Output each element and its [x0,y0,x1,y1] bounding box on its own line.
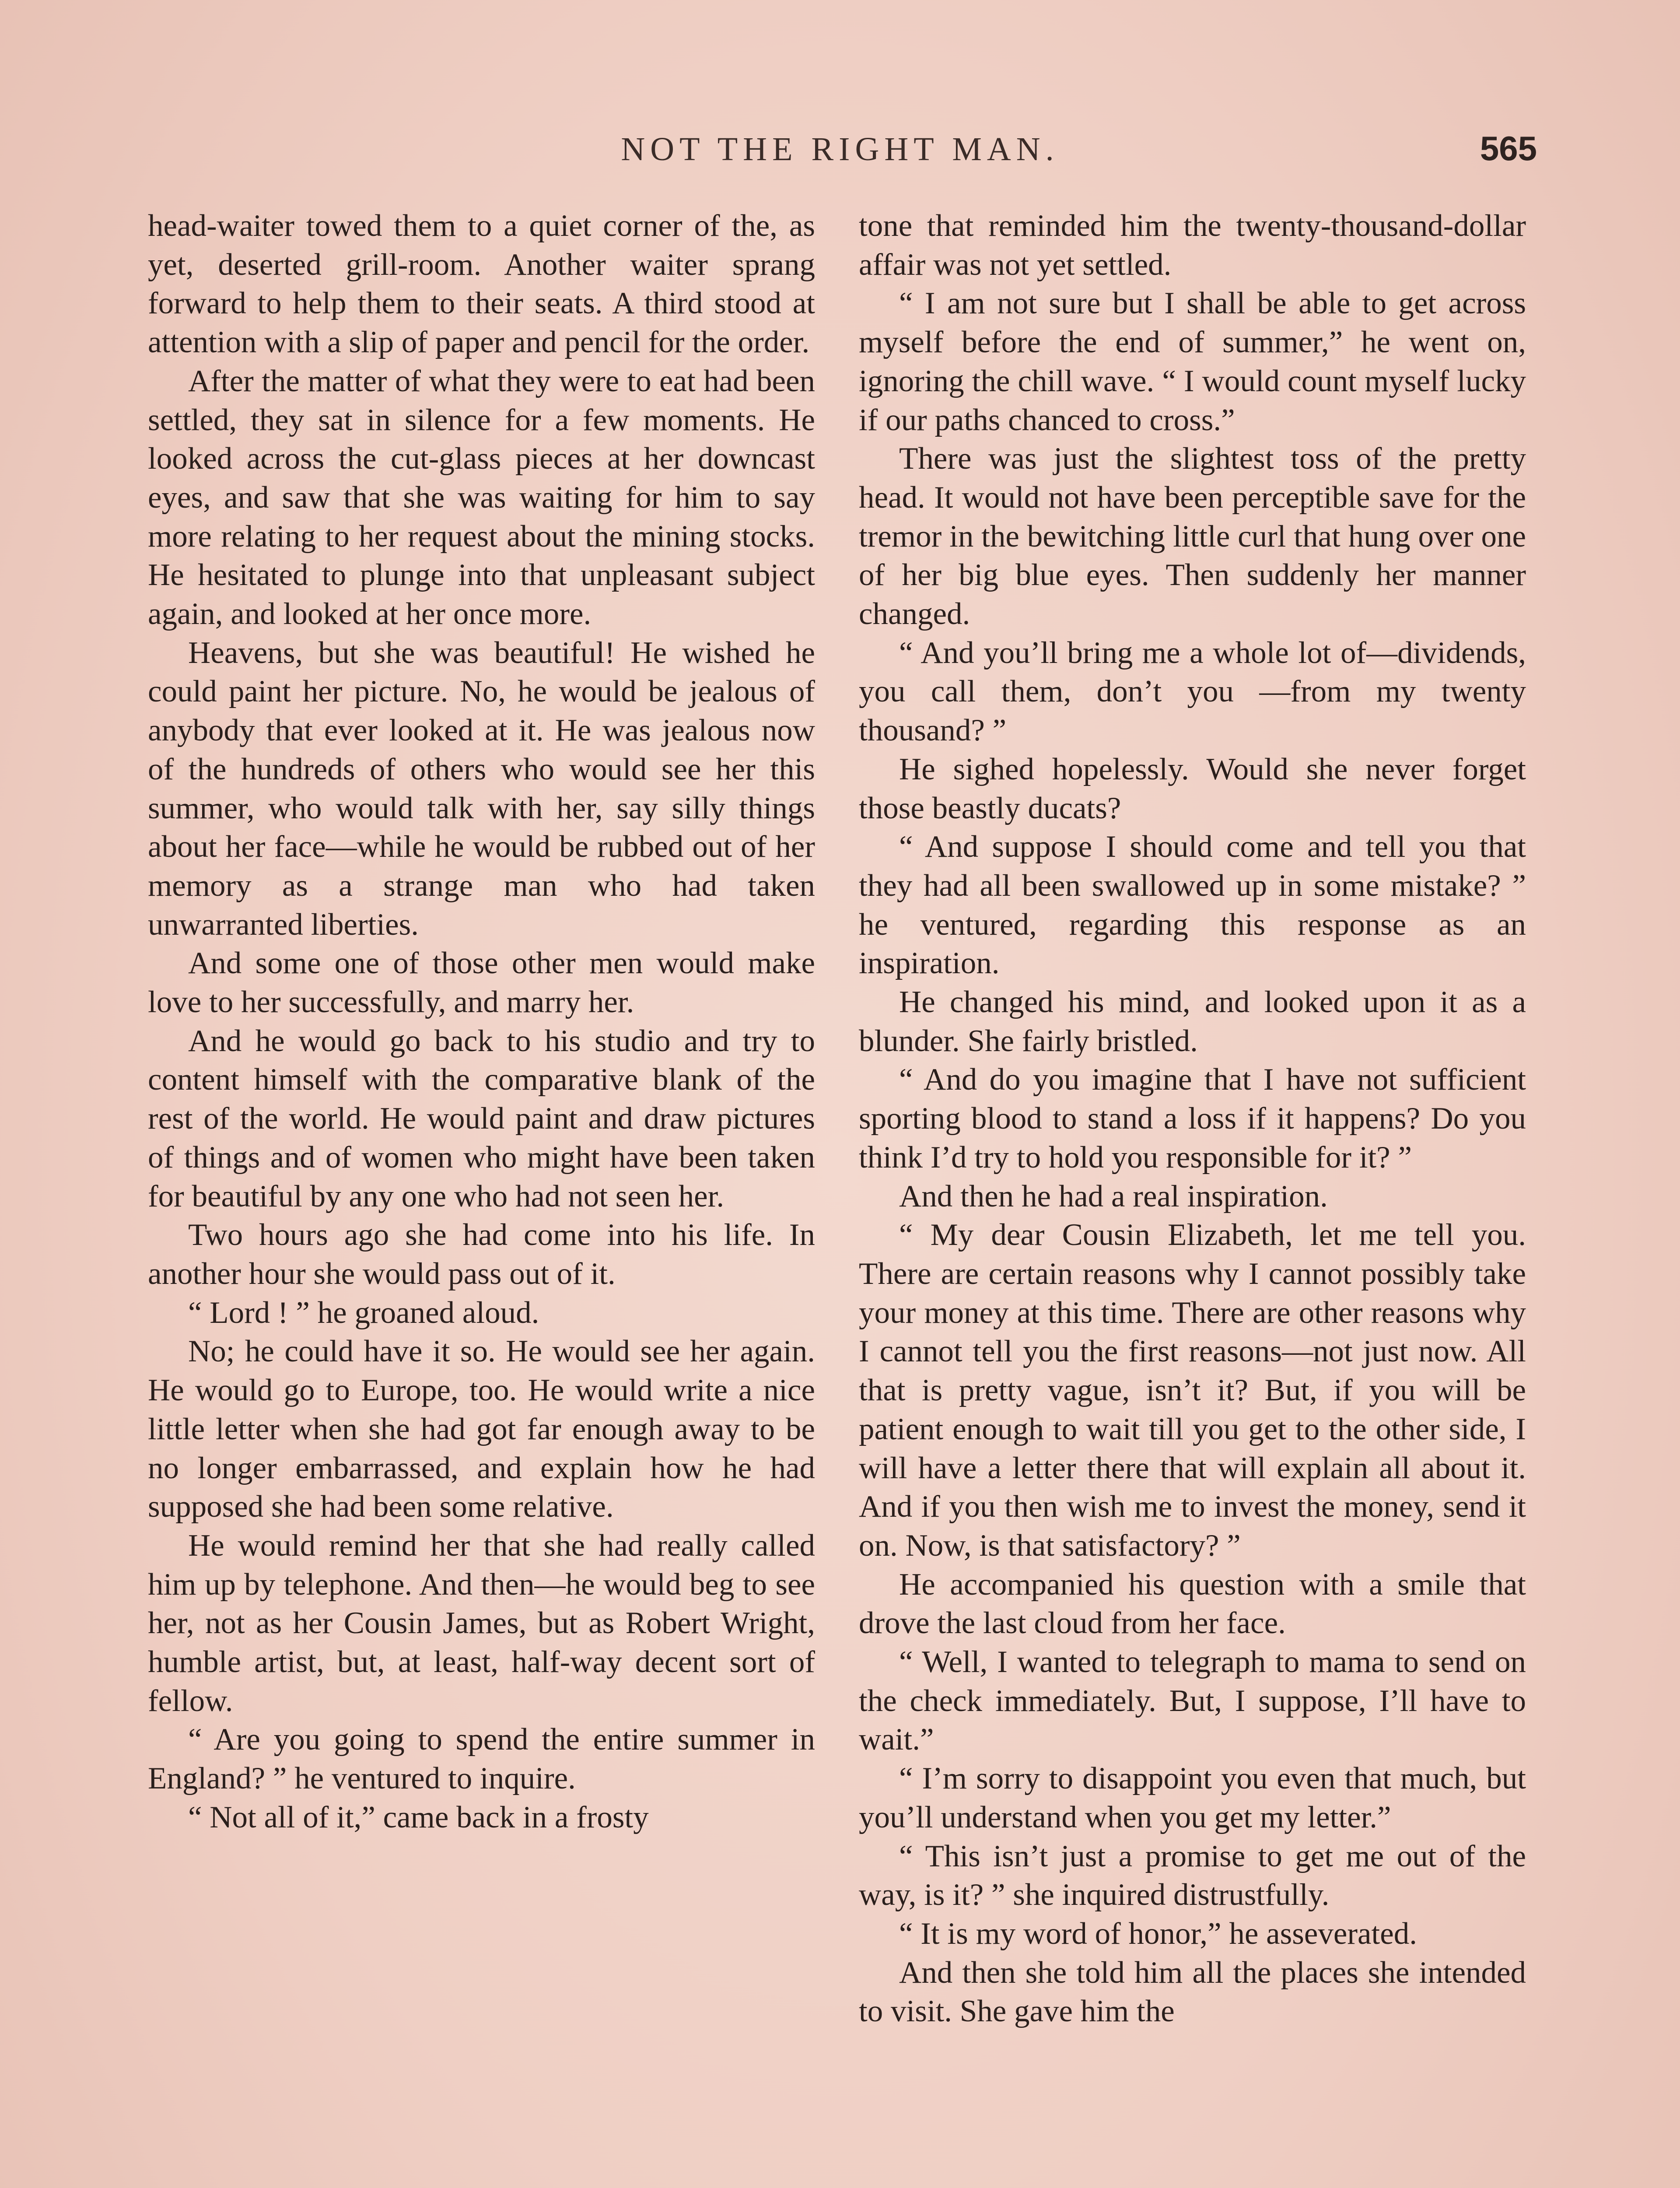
paragraph: “ I’m sorry to disappoint you even that much, but you’ll understand when you get my letter.” [859,1761,1526,1834]
paragraph: head-waiter towed them to a quiet corner of the, as yet, deserted grill-room. Another waiter sprang forward to help them to their seats. A third stood at attention with a slip of paper and pencil for the order. [148,209,815,360]
paragraph: “ Lord ! ” he groaned aloud. [188,1295,539,1330]
paragraph: Two hours ago she had come into his life. In another hour she would pass out of it. [148,1218,815,1291]
paragraph: “ And you’ll bring me a whole lot of—dividends, you call them, don’t you —from my twenty thousand? ” [859,635,1526,748]
paragraph: “ Are you going to spend the entire summer in England? ” he ventured to inquire. [148,1722,815,1796]
paragraph: “ And do you imagine that I have not sufficient sporting blood to stand a loss if it happens? Do you think I’d try to hold you responsible for it? ” [859,1062,1526,1175]
paragraph: And then she told him all the places she intended to visit. She gave him the [859,1955,1526,2029]
left-text-column [148,207,815,1837]
paragraph: “ And suppose I should come and tell you that they had all been swallowed up in some mistake? ” he ventured, regarding this response as an inspiration. [859,830,1526,981]
page-header [0,130,1680,179]
paragraph: Heavens, but she was beautiful! He wished he could paint her picture. No, he would be jealous of anybody that ever looked at it. He was jealous now of the hundreds of others who would see her this summer, who would talk with her, say silly things about her face—while he would be rubbed out of her memory as a strange man who had taken unwarranted liberties. [148,635,815,942]
paragraph: He sighed hopelessly. Would she never forget those beastly ducats? [859,752,1526,825]
paragraph: And he would go back to his studio and try to content himself with the comparative blank of the rest of the world. He would paint and draw pictures of things and of women who might have been taken for beautiful by any one who had not seen her. [148,1024,815,1213]
paragraph: tone that reminded him the twenty-thousand-dollar affair was not yet settled. [859,209,1526,282]
paragraph: “ My dear Cousin Elizabeth, let me tell you. There are certain reasons why I cannot possibly take your money at this time. There are other reasons why I cannot tell you the first reasons—not just now. All that is pretty vague, isn’t it? But, if you will be patient enough to wait till you get to the other side, I will have a letter there that will explain all about it. And if you then wish me to invest the money, send it on. Now, is that satisfactory? ” [859,1218,1526,1563]
paragraph: There was just the slightest toss of the pretty head. It would not have been perceptible save for the tremor in the bewitching little curl that hung over one of her big blue eyes. Then suddenly her manner changed. [859,442,1526,631]
paragraph: He accompanied his question with a smile that drove the last cloud from her face. [859,1567,1526,1641]
paragraph: And some one of those other men would make love to her successfully, and marry her. [148,946,815,1020]
running-title: NOT THE RIGHT MAN. [621,131,1059,168]
paragraph: He changed his mind, and looked upon it as a blunder. She fairly bristled. [859,985,1526,1058]
paragraph: “ I am not sure but I shall be able to get across myself before the end of summer,” he went on, ignoring the chill wave. “ I would count myself lucky if our paths chanced to cross.” [859,286,1526,437]
paragraph: No; he could have it so. He would see her again. He would go to Europe, too. He would write a nice little letter when she had got far enough away to be no longer embarrassed, and explain how he had supposed she had been some relative. [148,1334,815,1524]
paragraph: After the matter of what they were to eat had been settled, they sat in silence for a few moments. He looked across the cut-glass pieces at her downcast eyes, and saw that she was waiting for him to say more relating to her request about the mining stocks. He hesitated to plunge into that unpleasant subject again, and looked at her once more. [148,364,815,631]
right-text-column [859,207,1526,2031]
paragraph: “ It is my word of honor,” he asseverated. [899,1916,1418,1951]
paragraph: And then he had a real inspiration. [899,1179,1328,1213]
paragraph: He would remind her that she had really called him up by telephone. And then—he would beg to see her, not as her Cousin James, but as Robert Wright, humble artist, but, at least, half-way decent sort of fellow. [148,1528,815,1718]
paragraph: “ This isn’t just a promise to get me out of the way, is it? ” she inquired distrustfully. [859,1839,1526,1912]
paragraph: “ Well, I wanted to telegraph to mama to send on the check immediately. But, I suppose, I’ll have to wait.” [859,1645,1526,1757]
page-number: 565 [1480,129,1537,168]
paragraph: “ Not all of it,” came back in a frosty [188,1800,649,1834]
